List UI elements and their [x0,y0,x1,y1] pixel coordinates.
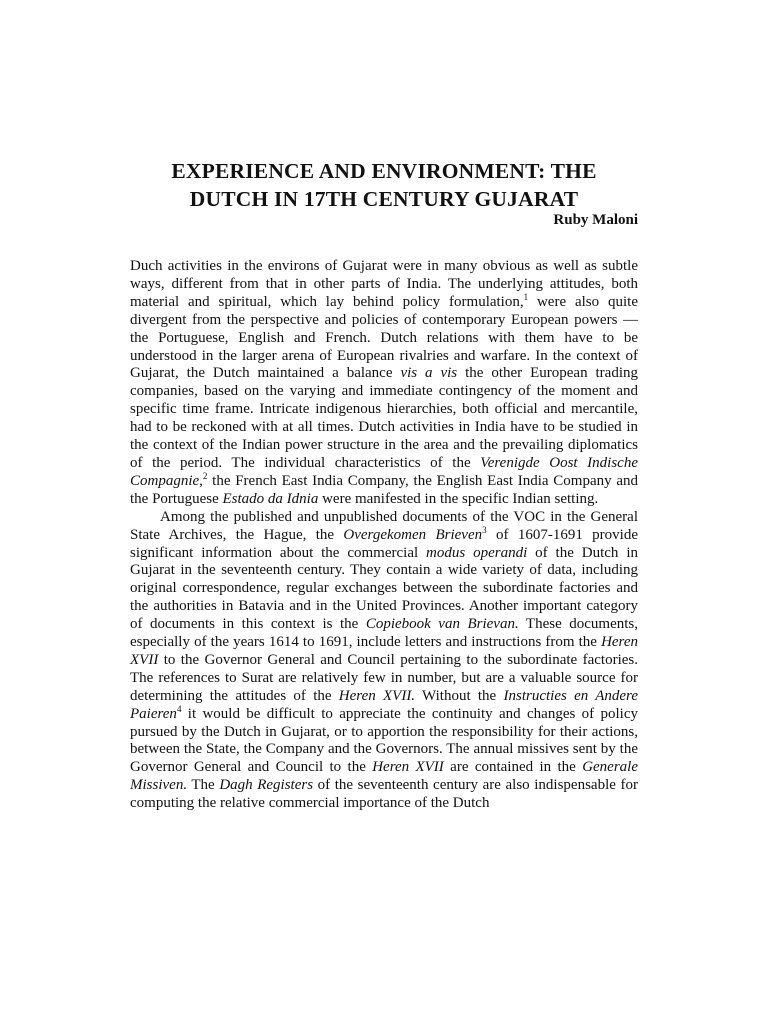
footnote-marker-1: 1 [523,291,529,302]
text-run: of 1607-1691 provide significant information about the commercial [130,526,638,561]
italic-term: Dagh Registers [219,777,314,794]
footnote-marker-3: 3 [482,524,487,535]
title-line-1: EXPERIENCE AND ENVIRONMENT: THE [171,159,597,183]
italic-term: Estado da Idnia [222,490,319,507]
text-run: The [187,777,220,794]
text-run: the other European trading companies, based on the varying and immediate contingency of the moment and specific time frame. Intricate indigenous hierarchies, both official and mercantile, had to be reckoned with at all times. Dutch activities in India have to be studied in the context of the Indian power structure in the area and the prevailing diplomatics of the period. The individual characteristics of the [130,365,638,471]
italic-term: Overgekomen Brieven [343,526,483,543]
paragraph-1 [130,258,638,509]
title-line-2: DUTCH IN 17TH CENTURY GUJARAT [189,187,579,211]
text-run: the French East India Company, the English East India Company and the Portuguese [130,472,638,507]
text-run: These documents, especially of the years 1614 to 1691, include letters and instructions from the [130,616,638,651]
paragraph-2 [130,509,638,813]
italic-term: Copiebook van Brievan. [365,616,519,633]
text-run: Duch activities in the environs of Gujarat were in many obvious as well as subtle ways, different from that in other parts of India. The underlying attitudes, both material and spiritual, which lay behind policy formulation, [130,258,638,310]
text-run: to the Governor General and Council pertaining to the subordinate factories. The references to Surat are relatively few in number, but are a valuable source for determining the attitudes of the [130,651,638,704]
article-body [130,258,638,813]
italic-term: Heren XVII. [338,687,416,704]
footnote-marker-2: 2 [202,470,208,481]
text-run: of the Dutch in Gujarat in the seventeenth century. They contain a wide variety of data, including original correspondence, regular exchanges between the subordinate factories and the authorities in Batavia and in the United Provinces. Another important category of documents in this context is the [130,544,638,633]
text-run: Without the [415,687,504,704]
italic-term: Heren XVII [130,634,638,668]
italic-term: Verenigde Oost Indische Compagnie [130,454,639,489]
text-run: , [199,472,203,489]
text-run: it would be difficult to appreciate the continuity and changes of policy pursued by the Dutch in Gujarat, or to apportion the responsibility for their actions, between the State, the Company and the Governors. The annual missives sent by the Governor General and Council to the [130,705,638,776]
author-name: Ruby Maloni [553,212,638,228]
text-run: of the seventeenth century are also indispensable for computing the relative commercial importance of the Dutch [130,777,638,812]
text-run: were manifested in the specific Indian setting. [318,490,599,507]
text-run: are contained in the [443,759,583,776]
italic-term: Instructies en Andere Paieren [130,687,638,722]
italic-term: Heren XVII [372,759,444,776]
text-run: were also quite divergent from the perspective and policies of contemporary European powers — the Portuguese, English and French. Dutch relations with them have to be understood in the larger arena of European rivalries and warfare. In the context of Gujarat, the Dutch maintained a balance [130,293,638,382]
article-title [100,157,668,213]
text-run: Among the published and unpublished documents of the VOC in the General State Archives, the Hague, the [130,508,638,543]
italic-term: vis a vis [400,365,458,382]
italic-term: Generale Missiven. [130,759,638,794]
footnote-marker-4: 4 [176,703,182,714]
italic-term: modus operandi [426,544,528,561]
